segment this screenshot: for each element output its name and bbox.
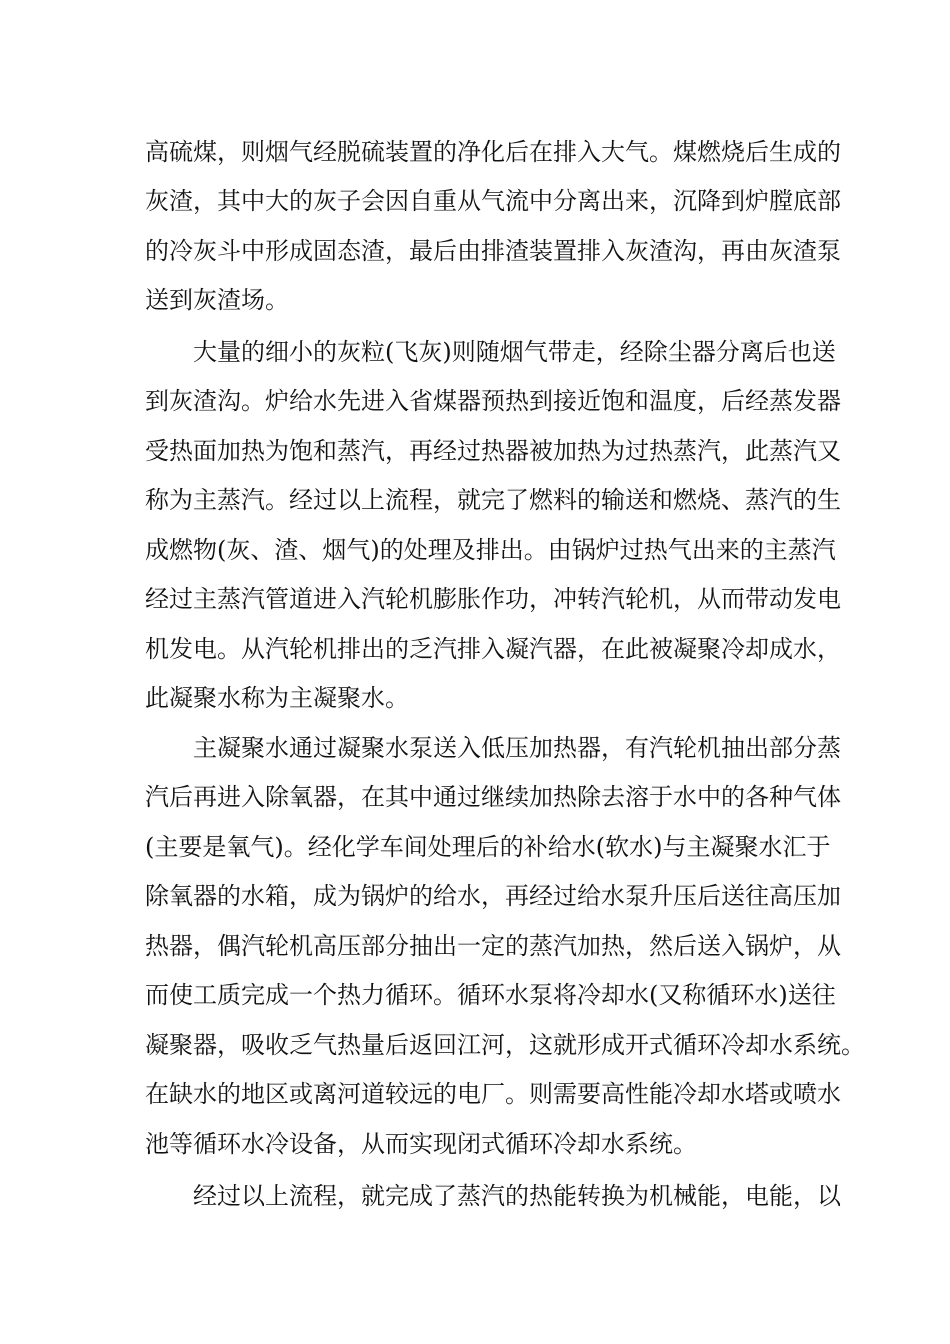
- text-line: 除氧器的水箱，成为锅炉的给水，再经过给水泵升压后送往高压加: [145, 882, 841, 910]
- text-line: 经过以上流程，就完成了蒸汽的热能转换为机械能，电能，以: [193, 1182, 841, 1210]
- text-line: 而使工质完成一个热力循环。循环水泵将冷却水(又称循环水)送往: [145, 981, 836, 1009]
- text-line: 成燃物(灰、渣、烟气)的处理及排出。由锅炉过热气出来的主蒸汽: [145, 536, 836, 564]
- text-line: 热器，偶汽轮机高压部分抽出一定的蒸汽加热，然后送入锅炉，从: [145, 932, 841, 960]
- text-line: 在缺水的地区或离河道较远的电厂。则需要高性能冷却水塔或喷水: [145, 1080, 841, 1108]
- text-line: 受热面加热为饱和蒸汽，再经过热器被加热为过热蒸汽，此蒸汽又: [145, 437, 841, 465]
- text-line: 灰渣，其中大的灰子会因自重从气流中分离出来，沉降到炉膛底部: [145, 187, 841, 215]
- text-line: (主要是氧气)。经化学车间处理后的补给水(软水)与主凝聚水汇于: [145, 833, 831, 861]
- text-line: 凝聚器，吸收乏气热量后返回江河，这就形成开式循环冷却水系统。: [145, 1031, 865, 1059]
- text-line: 此凝聚水称为主凝聚水。: [145, 684, 409, 712]
- text-line: 称为主蒸汽。经过以上流程，就完了燃料的输送和燃烧、蒸汽的生: [145, 486, 841, 514]
- text-line: 汽后再进入除氧器，在其中通过继续加热除去溶于水中的各种气体: [145, 783, 841, 811]
- text-line: 机发电。从汽轮机排出的乏汽排入凝汽器，在此被凝聚冷却成水，: [145, 635, 841, 663]
- text-line: 高硫煤，则烟气经脱硫装置的净化后在排入大气。煤燃烧后生成的: [145, 138, 841, 166]
- text-line: 到灰渣沟。炉给水先进入省煤器预热到接近饱和温度，后经蒸发器: [145, 387, 841, 415]
- text-line: 池等循环水冷设备，从而实现闭式循环冷却水系统。: [145, 1130, 697, 1158]
- text-line: 的冷灰斗中形成固态渣，最后由排渣装置排入灰渣沟，再由灰渣泵: [145, 237, 841, 265]
- text-line: 大量的细小的灰粒(飞灰)则随烟气带走，经除尘器分离后也送: [193, 338, 836, 366]
- text-line: 经过主蒸汽管道进入汽轮机膨胀作功，冲转汽轮机，从而带动发电: [145, 585, 841, 613]
- text-line: 送到灰渣场。: [145, 286, 289, 314]
- text-line: 主凝聚水通过凝聚水泵送入低压加热器，有汽轮机抽出部分蒸: [193, 734, 841, 762]
